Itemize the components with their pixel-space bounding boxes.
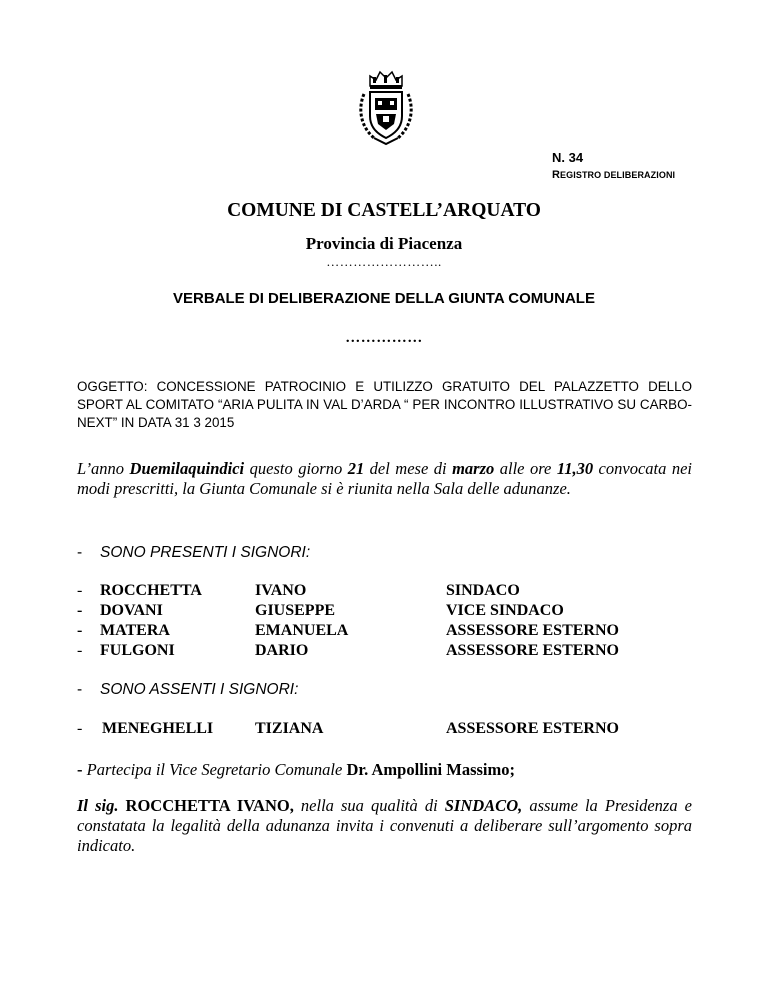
intro-month: marzo: [452, 459, 495, 478]
present-row: [77, 622, 717, 642]
closing-paragraph: [77, 796, 692, 856]
absent-header-text: SONO ASSENTI I SIGNORI:: [100, 681, 299, 698]
member-role: SINDACO: [446, 582, 520, 599]
intro-text-5: convocata nei modi prescritti, la Giunta Comunale si è riunita nella Sala delle adunanze.: [77, 459, 693, 498]
closing-sig: Il sig.: [77, 796, 119, 815]
intro-text-2: questo giorno: [244, 459, 348, 478]
absent-row: [77, 720, 717, 740]
present-row: [77, 602, 717, 622]
intro-text-4: alle ore: [494, 459, 557, 478]
row-dash: -: [77, 720, 83, 737]
member-name: EMANUELA: [255, 622, 349, 639]
intro-paragraph: [77, 459, 692, 499]
member-surname: MENEGHELLI: [102, 720, 214, 737]
member-role: VICE SINDACO: [446, 602, 564, 619]
present-header-text: SONO PRESENTI I SIGNORI:: [100, 544, 311, 561]
register-label: [552, 169, 675, 181]
present-header: [77, 544, 310, 562]
absent-header-dash: -: [77, 681, 83, 698]
intro-year: Duemilaquindici: [129, 459, 245, 478]
row-dash: -: [77, 642, 83, 659]
intro-hour: 11,30: [556, 459, 594, 478]
member-name: DARIO: [255, 642, 309, 659]
register-label-rest: EGISTRO DELIBERAZIONI: [560, 170, 676, 180]
present-header-dash: -: [77, 544, 83, 561]
member-role: ASSESSORE ESTERNO: [446, 622, 619, 639]
oggetto-text: OGGETTO: CONCESSIONE PATROCINIO E UTILIZZO GRATUITO DEL PALAZZETTO DELLO SPORT AL COMITATO “ARIA PULITA IN VAL D’ARDA “ PER INCONTRO ILLUSTRATIVO SU CARBO- NEXT” IN DATA 31 3 2015: [77, 379, 692, 430]
intro-text-3: del mese di: [364, 459, 453, 478]
closing-text-1: nella sua qualità di: [293, 796, 445, 815]
absent-header: [77, 681, 298, 699]
member-surname: FULGONI: [100, 642, 175, 659]
member-surname: ROCCHETTA: [100, 582, 202, 599]
closing-role: SINDACO,: [444, 796, 523, 815]
member-role: ASSESSORE ESTERNO: [446, 642, 619, 659]
municipal-coat-of-arms-icon: [356, 68, 416, 148]
separator-dots: ……………………..: [326, 254, 442, 269]
partecipa-name: Dr. Ampollini Massimo;: [346, 760, 515, 779]
closing-text-2: assume la Presidenza e constatata la legalità della adunanza invita i convenuti a deliberare sull’argomento sopra indicato.: [77, 796, 693, 855]
member-surname: MATERA: [100, 622, 170, 639]
row-dash: -: [77, 602, 83, 619]
comune-title: COMUNE DI CASTELL’ARQUATO: [227, 200, 541, 221]
intro-text-1: L’anno: [77, 459, 130, 478]
member-name: IVANO: [255, 582, 307, 599]
verbale-title: VERBALE DI DELIBERAZIONE DELLA GIUNTA COMUNALE: [173, 290, 595, 307]
row-dash: -: [77, 622, 83, 639]
closing-name: ROCCHETTA IVANO,: [118, 796, 294, 815]
row-dash: -: [77, 582, 83, 599]
register-number: N. 34: [552, 150, 584, 165]
intro-day: 21: [347, 459, 365, 478]
partecipa-line: [77, 760, 515, 780]
partecipa-dash: -: [77, 760, 87, 779]
member-surname: DOVANI: [100, 602, 163, 619]
member-role: ASSESSORE ESTERNO: [446, 720, 619, 737]
register-label-initial: R: [552, 169, 561, 181]
present-row: [77, 642, 717, 662]
member-name: TIZIANA: [255, 720, 324, 737]
separator-dots-2: ……………: [345, 330, 423, 346]
provincia-subtitle: Provincia di Piacenza: [305, 234, 463, 253]
present-row: [77, 582, 717, 602]
partecipa-text: Partecipa il Vice Segretario Comunale: [86, 760, 347, 779]
member-name: GIUSEPPE: [255, 602, 336, 619]
